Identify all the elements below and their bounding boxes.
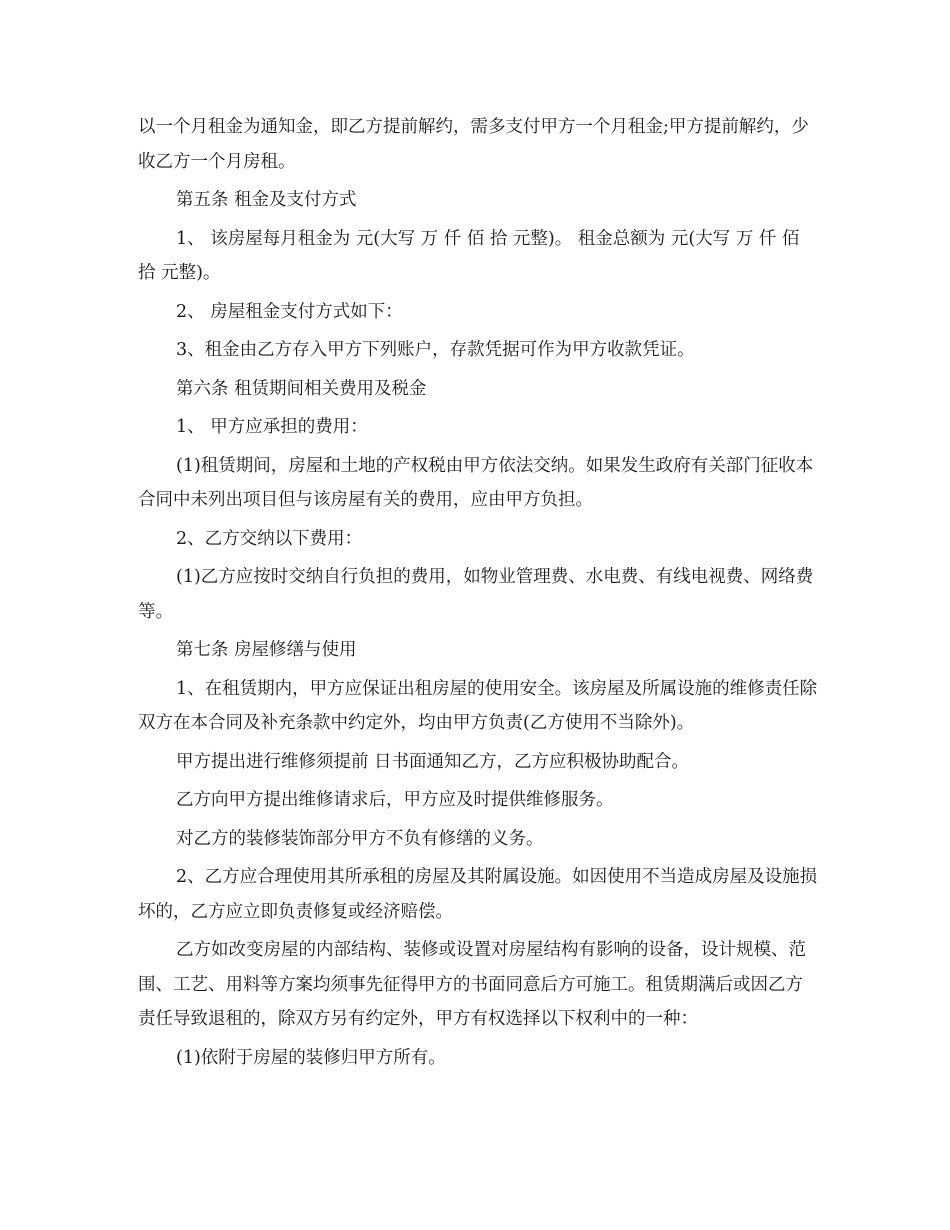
paragraph: 3、租金由乙方存入甲方下列账户，存款凭据可作为甲方收款凭证。: [176, 340, 695, 360]
section-heading-7: 第七条 房屋修缮与使用: [176, 640, 357, 660]
paragraph: 乙方如改变房屋的内部结构、装修或设置对房屋结构有影响的设备，设计规模、范围、工艺、用料等方案均须事先征得甲方的书面同意后方可施工。租赁期满后或因乙方责任导致退租的，除双方另有约定外，甲方有权选择以下权利中的一种：: [138, 940, 806, 1029]
paragraph: 1、 甲方应承担的费用：: [176, 417, 368, 437]
paragraph: 2、乙方应合理使用其所承租的房屋及其附属设施。如因使用不当造成房屋及设施损坏的，乙方应立即负责修复或经济赔偿。: [138, 867, 818, 922]
paragraph: 对乙方的装修装饰部分甲方不负有修缮的义务。: [176, 828, 544, 849]
paragraph: 1、 该房屋每月租金为 元(大写 万 仟 佰 拾 元整)。 租金总额为 元(大写 万 仟 佰 拾 元整)。: [138, 228, 800, 283]
paragraph: 乙方向甲方提出维修请求后，甲方应及时提供维修服务。: [176, 790, 614, 810]
paragraph: 2、乙方交纳以下费用：: [176, 528, 363, 549]
paragraph: 1、在租赁期内，甲方应保证出租房屋的使用安全。该房屋及所属设施的维修责任除双方在本合同及补充条款中约定外，均由甲方负责(乙方使用不当除外)。: [138, 678, 818, 733]
paragraph: (1)乙方应按时交纳自行负担的费用，如物业管理费、水电费、有线电视费、网络费等。: [138, 567, 814, 622]
section-heading-6: 第六条 租赁期间相关费用及税金: [176, 378, 427, 399]
document-body: [138, 110, 818, 1075]
paragraph: 2、 房屋租金支付方式如下：: [176, 301, 403, 322]
paragraph: (1)租赁期间，房屋和土地的产权税由甲方依法交纳。如果发生政府有关部门征收本合同中未列出项目但与该房屋有关的费用，应由甲方负担。: [138, 455, 814, 510]
section-heading-5: 第五条 租金及支付方式: [176, 190, 357, 210]
paragraph: 甲方提出进行维修须提前 日书面通知乙方，乙方应积极协助配合。: [176, 751, 690, 772]
paragraph: (1)依附于房屋的装修归甲方所有。: [176, 1047, 446, 1068]
paragraph: 以一个月租金为通知金，即乙方提前解约，需多支付甲方一个月租金;甲方提前解约，少收乙方一个月房租。: [138, 117, 809, 172]
